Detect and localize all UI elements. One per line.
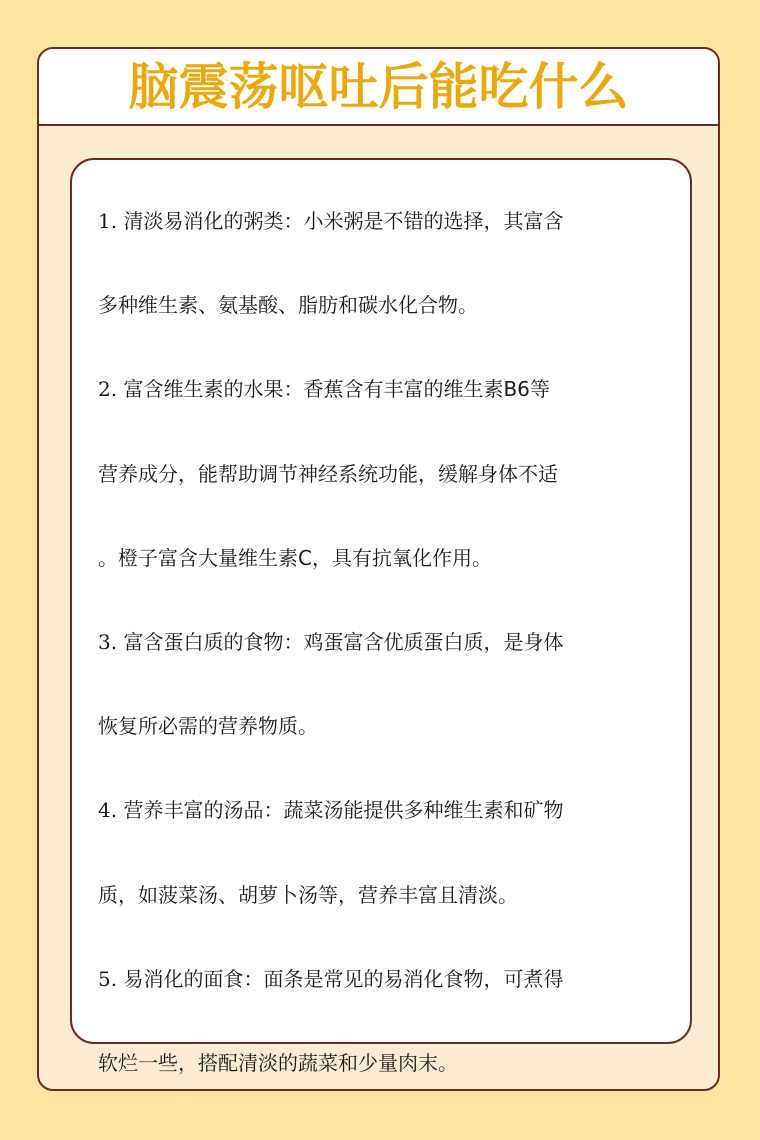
item-number: 5.: [98, 966, 124, 991]
text-line: [98, 293, 478, 317]
line-text: 恢复所必需的营养物质。: [98, 714, 318, 739]
item-number: 3.: [98, 630, 124, 654]
item-number: 4.: [98, 798, 124, 823]
text-line: [98, 462, 558, 486]
text-line: [98, 377, 550, 401]
line-text: 营养成分，能帮助调节神经系统功能，缓解身体不适: [98, 461, 558, 486]
text-line: [98, 630, 563, 654]
text-line: [98, 798, 563, 822]
text-line: [98, 546, 492, 570]
text-line: [98, 967, 563, 991]
line-text: 易消化的面食：面条是常见的易消化食物，可煮得: [123, 966, 564, 991]
info-card: [37, 47, 720, 1091]
line-text: 富含蛋白质的食物：鸡蛋富含优质蛋白质，是身体: [123, 630, 564, 654]
text-line: [98, 1051, 458, 1075]
line-text: 质，如菠菜汤、胡萝卜汤等，营养丰富且清淡。: [98, 882, 518, 907]
line-text: 多种维生素、氨基酸、脂肪和碳水化合物。: [98, 293, 478, 318]
text-line: [98, 209, 563, 233]
text-line: [98, 714, 318, 738]
text-line: [98, 883, 518, 907]
item-number: 2.: [98, 377, 124, 402]
page-title: 脑震荡呕吐后能吃什么: [128, 57, 629, 116]
line-text: 软烂一些，搭配清淡的蔬菜和少量肉末。: [98, 1051, 458, 1075]
line-text: 。橙子富含大量维生素C，具有抗氧化作用。: [98, 545, 492, 570]
line-text: 清淡易消化的粥类：小米粥是不错的选择，其富含: [123, 209, 564, 233]
content-box: [70, 158, 692, 1075]
line-text: 富含维生素的水果：香蕉含有丰富的维生素B6等: [123, 377, 550, 402]
title-bar: [39, 49, 718, 126]
line-text: 营养丰富的汤品：蔬菜汤能提供多种维生素和矿物: [123, 798, 564, 823]
item-number: 1.: [98, 209, 124, 233]
